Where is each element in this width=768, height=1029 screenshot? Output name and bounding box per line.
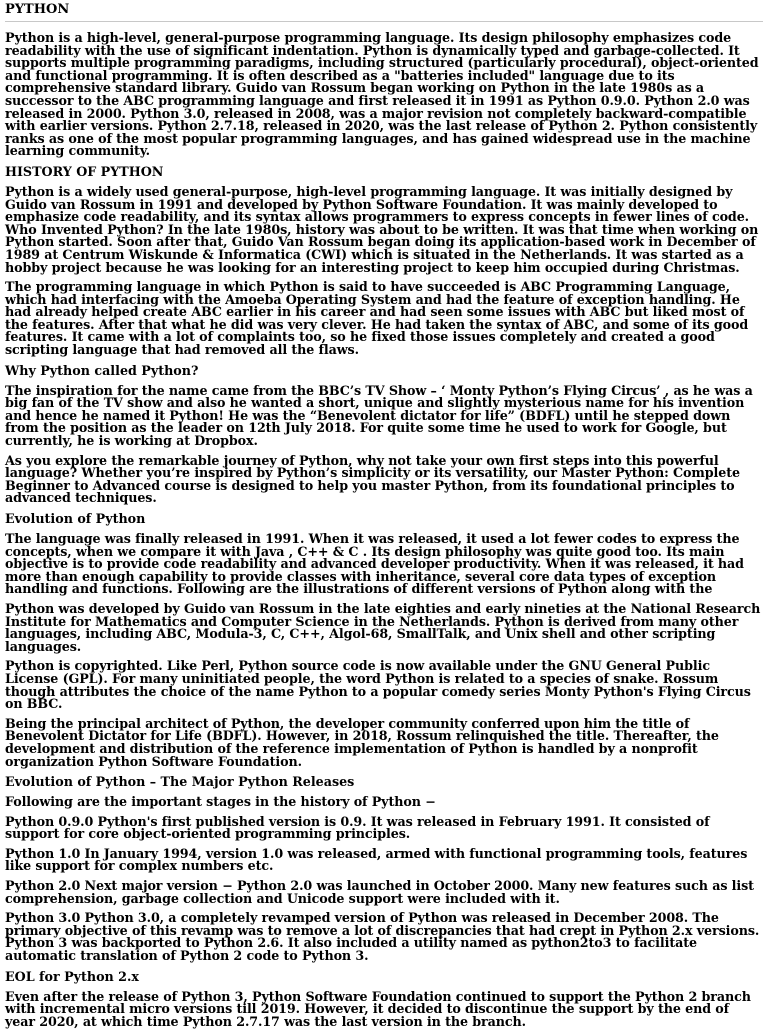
release-python-3-0-paragraph: Python 3.0 Python 3.0, a completely revamped version of Python was released in December 2008. The primary objective of this revamp was to remove a lot of discrepancies that had crept in Python 2.x versions. Python 3 was backported to Python 2.6. It also included a utility named as python2to3 to facilitate automatic translation of Python 2 code to Python 3. bbox=[5, 910, 760, 964]
name-origin-paragraph: The inspiration for the name came from the BBC’s TV Show – ‘ Monty Python’s Flying Circus’ , as he was a big fan of the TV show and also he wanted a short, unique and slightly mysterious name for his invention and hence he named it Python! He was the “Benevolent dictator for life” (BDFL) until he stepped down from the position as the leader on 12th July 2018. For quite some time he used to work for Google, but currently, he is working at Dropbox. bbox=[5, 382, 753, 449]
page-title: PYTHON bbox=[5, 2, 763, 22]
copyright-paragraph: Python is copyrighted. Like Perl, Python source code is now available under the GNU General Public License (GPL). For many uninitiated people, the word Python is related to a species of snake. Rossum though attributes the choice of the name Python to a popular comedy series Monty Python's Flying Circus on BBC. bbox=[5, 658, 751, 712]
section-heading-history: HISTORY OF PYTHON bbox=[5, 163, 164, 179]
intro-paragraph: Python is a high-level, general-purpose programming language. Its design philosophy emphasizes code readability with the use of significant indentation. Python is dynamically typed and garbage-collected. It supports multiple programming paradigms, including structured (particularly procedural), object-oriented and functional programming. It is often described as a "batteries included" language due to its comprehensive standard library. Guido van Rossum began working on Python in the late 1980s as a successor to the ABC programming language and first released it in 1991 as Python 0.9.0. Python 2.0 was released in 2000. Python 3.0, released in 2008, was a major revision not completely backward-compatible with earlier versions. Python 2.7.18, released in 2020, was the last release of Python 2. Python consistently ranks as one of the most popular programming languages, and has gained widespread use in the machine learning community. bbox=[5, 30, 759, 159]
history-paragraph-1: Python is a widely used general-purpose, high-level programming language. It was initially designed by Guido van Rossum in 1991 and developed by Python Software Foundation. It was mainly developed to emphasize code readability, and its syntax allows programmers to express concepts in fewer lines of code. Who Invented Python? In the late 1980s, history was about to be written. It was that time when working on Python started. Soon after that, Guido Van Rossum began doing its application-based work in December of 1989 at Centrum Wiskunde & Informatica (CWI) which is situated in the Netherlands. It was started as a hobby project because he was looking for an interesting project to keep him occupied during Christmas. bbox=[5, 183, 759, 275]
section-heading-evolution: Evolution of Python bbox=[5, 511, 146, 526]
history-paragraph-2: The programming language in which Python is said to have succeeded is ABC Programming Language, which had interfacing with the Amoeba Operating System and had the feature of exception handling. He had already helped create ABC earlier in his career and had seen some issues with ABC but liked most of the features. After that what he did was very clever. He had taken the syntax of ABC, and some of its good features. It came with a lot of complaints too, so he fixed those issues completely and created a good scripting language that had removed all the flaws. bbox=[5, 279, 749, 358]
section-heading-major-releases: Evolution of Python – The Major Python Releases bbox=[5, 774, 355, 790]
release-python-1-0-paragraph: Python 1.0 In January 1994, version 1.0 was released, armed with functional programming tools, features like support for complex numbers etc. bbox=[5, 845, 748, 874]
section-heading-why-name: Why Python called Python? bbox=[5, 362, 199, 378]
release-python-2-0-paragraph: Python 2.0 Next major version − Python 2.0 was launched in October 2000. Many new features such as list comprehension, garbage collection and Unicode support were included with it. bbox=[5, 878, 754, 906]
bdfl-paragraph: Being the principal architect of Python, the developer community conferred upon him the title of Benevolent Dictator for Life (BDFL). However, in 2018, Rossum relinquished the title. Thereafter, the development and distribution of the reference implementation of Python is handled by a nonprofit organization Python Software Foundation. bbox=[5, 715, 719, 769]
course-promo-paragraph: As you explore the remarkable journey of Python, why not take your own first steps into this powerful language? Whether you’re inspired by Python’s simplicity or its versatility, our Master Python: Complete Beginner to Advanced course is designed to help you master Python, from its foundational principles to advanced techniques. bbox=[5, 452, 740, 506]
section-heading-eol: EOL for Python 2.x bbox=[5, 968, 139, 984]
stages-intro-paragraph: Following are the important stages in the history of Python − bbox=[5, 794, 436, 810]
release-python-0-9-paragraph: Python 0.9.0 Python's first published version is 0.9. It was released in February 1991. It consisted of support for core object-oriented programming principles. bbox=[5, 813, 710, 842]
evolution-paragraph-2: Python was developed by Guido van Rossum in the late eighties and early nineties at the National Research Institute for Mathematics and Computer Science in the Netherlands. Python is derived from many other languages, including ABC, Modula-3, C, C++, Algol-68, SmallTalk, and Unix shell and other scripting languages. bbox=[5, 600, 761, 654]
document-page bbox=[0, 2, 768, 1028]
eol-paragraph: Even after the release of Python 3, Python Software Foundation continued to support the Python 2 branch with incremental micro versions till 2019. However, it decided to discontinue the support by the end of year 2020, at which time Python 2.7.17 was the last version in the branch. bbox=[5, 988, 751, 1029]
evolution-paragraph-1: The language was finally released in 1991. When it was released, it used a lot fewer codes to express the concepts, when we compare it with Java , C++ & C . Its design philosophy was quite good too. Its main objective is to provide code readability and advanced developer productivity. When it was released, it had more than enough capability to provide classes with inheritance, several core data types of exception handling and functions. Following are the illustrations of different versions of Python along with the bbox=[5, 531, 744, 597]
